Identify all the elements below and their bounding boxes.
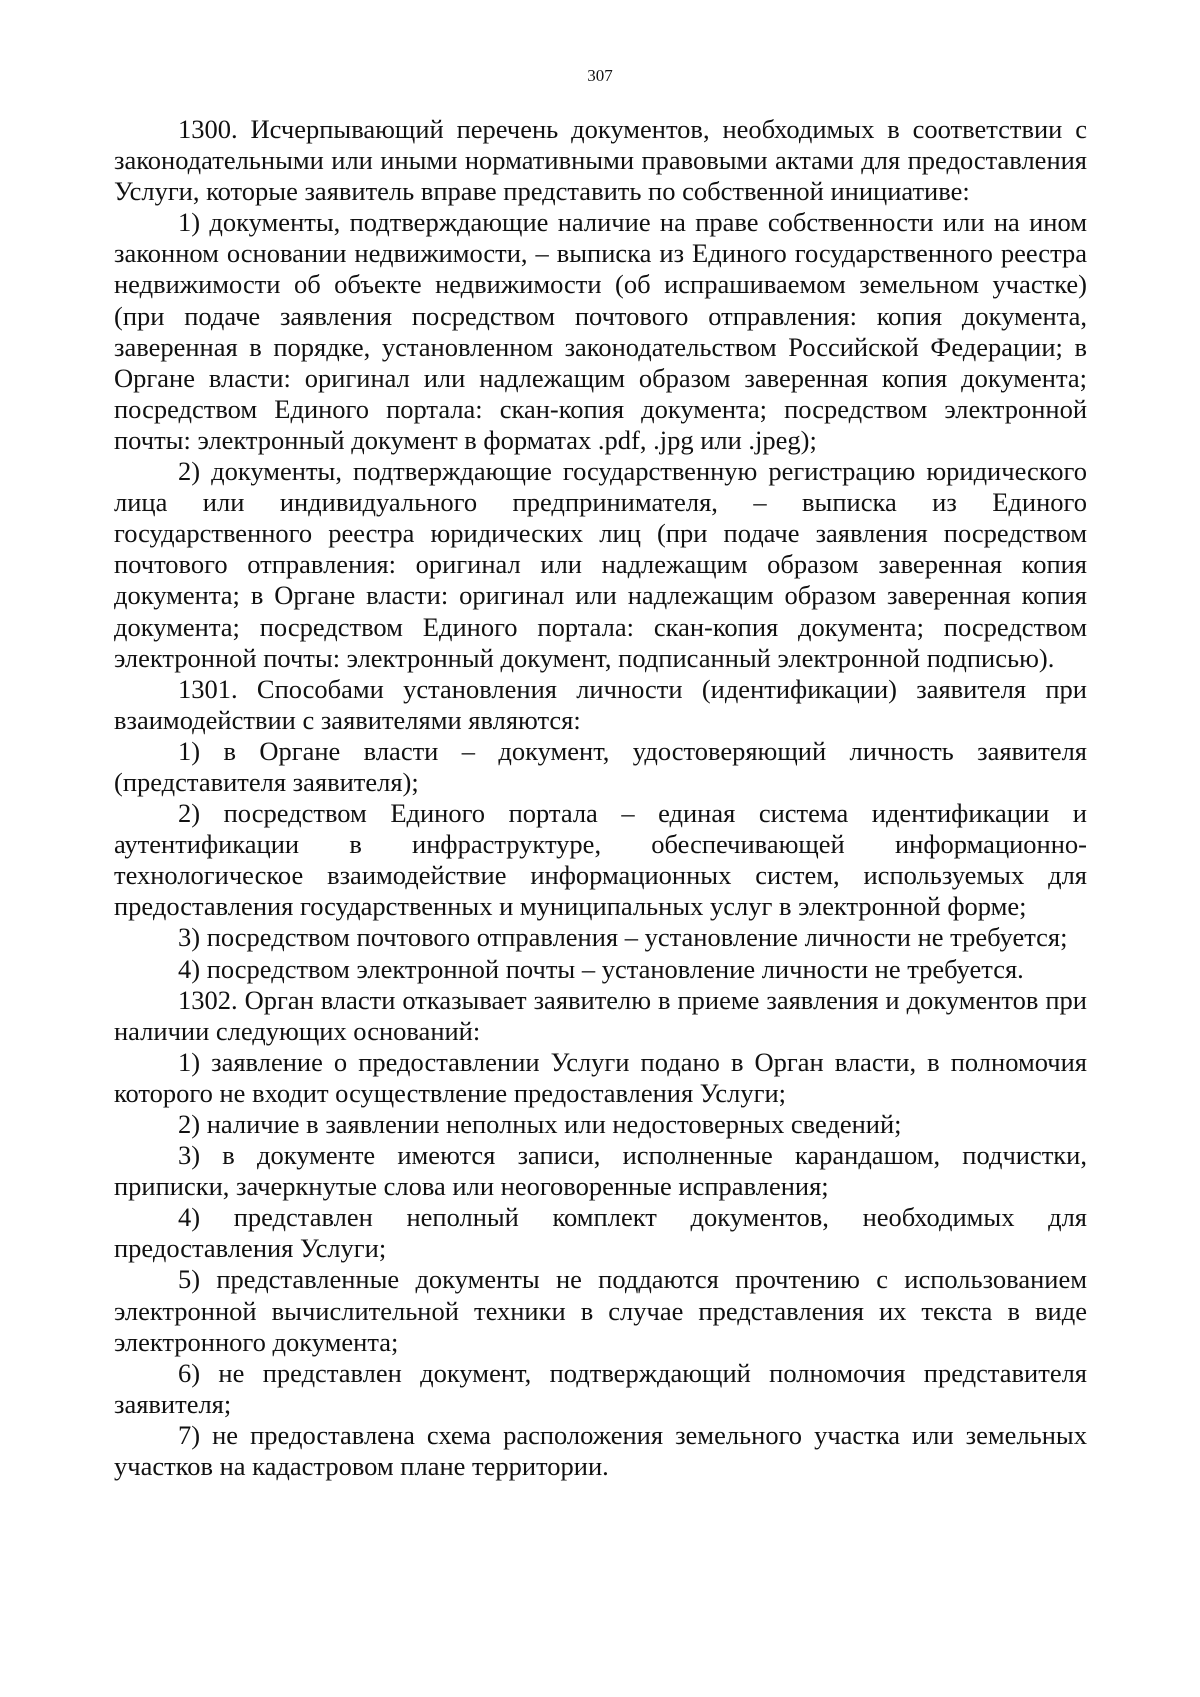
paragraph-1302-item-2: 2) наличие в заявлении неполных или недостоверных сведений; [178,1109,902,1139]
paragraph-1300: 1300. Исчерпывающий перечень документов, необходимых в соответствии с законодательными или иными нормативными правовыми актами для предоставления Услуги, которые заявитель вправе представить по собственной инициативе: [114,114,1087,207]
paragraph-1302-item-5: 5) представленные документы не поддаются прочтению с использованием электронной вычислительной техники в случае представления их текста в виде электронного документа; [114,1264,1087,1357]
page-number: 307 [587,66,613,85]
paragraph-1300-item-2: 2) документы, подтверждающие государственную регистрацию юридического лица или индивидуального предпринимателя, – выписка из Единого государственного реестра юридических лиц (при подаче заявления посредством почтового отправления: оригинал или надлежащим образом заверенная копия документа; в Органе власти: оригинал или надлежащим образом заверенная копия документа; посредством Единого портала: скан-копия документа; посредством электронной почты: электронный документ, подписанный электронной подписью). [114,456,1087,673]
paragraph-1300-item-1: 1) документы, подтверждающие наличие на праве собственности или на ином законном основании недвижимости, – выписка из Единого государственного реестра недвижимости об объекте недвижимости (об испрашиваемом земельном участке) (при подаче заявления посредством почтового отправления: копия документа, заверенная в порядке, установленном законодательством Российской Федерации; в Органе власти: оригинал или надлежащим образом заверенная копия документа; посредством Единого портала: скан-копия документа; посредством электронной почты: электронный документ в форматах .pdf, .jpg или .jpeg); [114,207,1087,455]
paragraph-1301: 1301. Способами установления личности (идентификации) заявителя при взаимодействии с заявителями являются: [114,673,1087,735]
paragraph-1302-item-6: 6) не представлен документ, подтверждающий полномочия представителя заявителя; [114,1357,1087,1419]
paragraph-1302-item-4: 4) представлен неполный комплект документов, необходимых для предоставления Услуги; [114,1202,1087,1264]
paragraph-1302-item-3: 3) в документе имеются записи, исполненные карандашом, подчистки, приписки, зачеркнутые слова или неоговоренные исправления; [114,1140,1087,1202]
paragraph-1302-item-7: 7) не предоставлена схема расположения земельного участка или земельных участков на кадастровом плане территории. [114,1419,1087,1482]
paragraph-1301-item-4: 4) посредством электронной почты – установление личности не требуется. [178,953,1024,984]
paragraph-1301-item-1: 1) в Органе власти – документ, удостоверяющий личность заявителя (представителя заявителя); [114,735,1087,797]
paragraph-1302-item-1: 1) заявление о предоставлении Услуги подано в Орган власти, в полномочия которого не входит осуществление предоставления Услуги; [114,1046,1087,1108]
paragraph-1302: 1302. Орган власти отказывает заявителю в приеме заявления и документов при наличии следующих оснований: [114,984,1087,1046]
document-body [114,114,1087,1482]
paragraph-1301-item-2: 2) посредством Единого портала – единая система идентификации и аутентификации в инфраструктуре, обеспечивающей информационно-технологическое взаимодействие информационных систем, используемых для предоставления государственных и муниципальных услуг в электронной форме; [114,798,1087,922]
paragraph-1301-item-3: 3) посредством почтового отправления – установление личности не требуется; [178,922,1068,953]
